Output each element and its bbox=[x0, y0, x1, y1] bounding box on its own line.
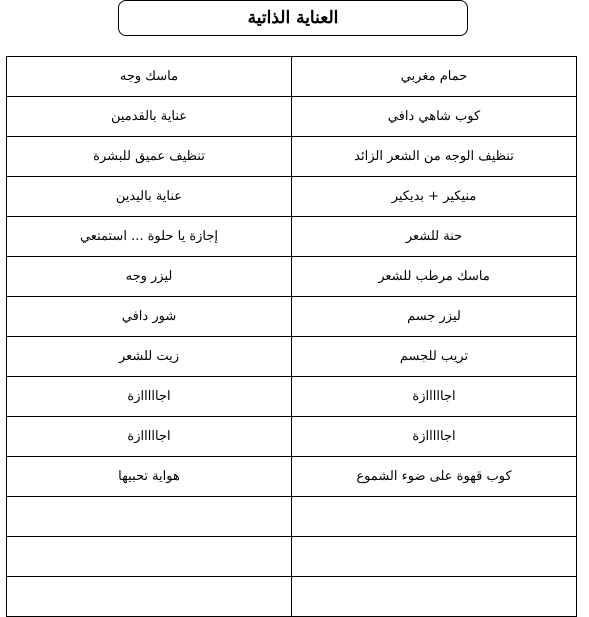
table-cell-right bbox=[292, 537, 577, 577]
table-row bbox=[7, 137, 577, 177]
table-cell-right: حنة للشعر bbox=[292, 217, 577, 257]
table-cell-left: تنظيف عميق للبشرة bbox=[7, 137, 292, 177]
table-cell-left bbox=[7, 537, 292, 577]
table-cell-left: ليزر وجه bbox=[7, 257, 292, 297]
table-row bbox=[7, 337, 577, 377]
table-cell-left: اجااااازة bbox=[7, 377, 292, 417]
table-cell-right: اجااااازة bbox=[292, 377, 577, 417]
table-cell-right: تنظيف الوجه من الشعر الزائد bbox=[292, 137, 577, 177]
table-cell-left: عناية بالقدمين bbox=[7, 97, 292, 137]
table-cell-right: ليزر جسم bbox=[292, 297, 577, 337]
table-cell-left: شور دافي bbox=[7, 297, 292, 337]
table-cell-right: حمام مغربي bbox=[292, 57, 577, 97]
table-cell-right: منيكير + بديكير bbox=[292, 177, 577, 217]
table-body bbox=[7, 57, 577, 617]
table-cell-right: كوب قهوة على ضوء الشموع bbox=[292, 457, 577, 497]
table-cell-right: تريب للجسم bbox=[292, 337, 577, 377]
table-cell-right: اجااااازة bbox=[292, 417, 577, 457]
title-box bbox=[118, 0, 468, 36]
table-cell-left: اجااااازة bbox=[7, 417, 292, 457]
table-row bbox=[7, 297, 577, 337]
table-cell-left: هواية تحبيها bbox=[7, 457, 292, 497]
table-row bbox=[7, 217, 577, 257]
table-cell-left: ماسك وجه bbox=[7, 57, 292, 97]
table-cell-right: ماسك مرطب للشعر bbox=[292, 257, 577, 297]
table-cell-right bbox=[292, 497, 577, 537]
table-cell-right: كوب شاهي دافي bbox=[292, 97, 577, 137]
table-cell-left: عناية باليدين bbox=[7, 177, 292, 217]
table-row bbox=[7, 177, 577, 217]
table-cell-left: زيت للشعر bbox=[7, 337, 292, 377]
table-row bbox=[7, 537, 577, 577]
table-row bbox=[7, 497, 577, 537]
page-title: العناية الذاتية bbox=[247, 8, 339, 28]
table-row bbox=[7, 377, 577, 417]
table-row bbox=[7, 457, 577, 497]
table-cell-left: إجازة يا حلوة ... استمتعي bbox=[7, 217, 292, 257]
self-care-table bbox=[6, 56, 577, 617]
table-row bbox=[7, 257, 577, 297]
table-row bbox=[7, 97, 577, 137]
table-row bbox=[7, 57, 577, 97]
table-row bbox=[7, 417, 577, 457]
table-cell-left bbox=[7, 497, 292, 537]
